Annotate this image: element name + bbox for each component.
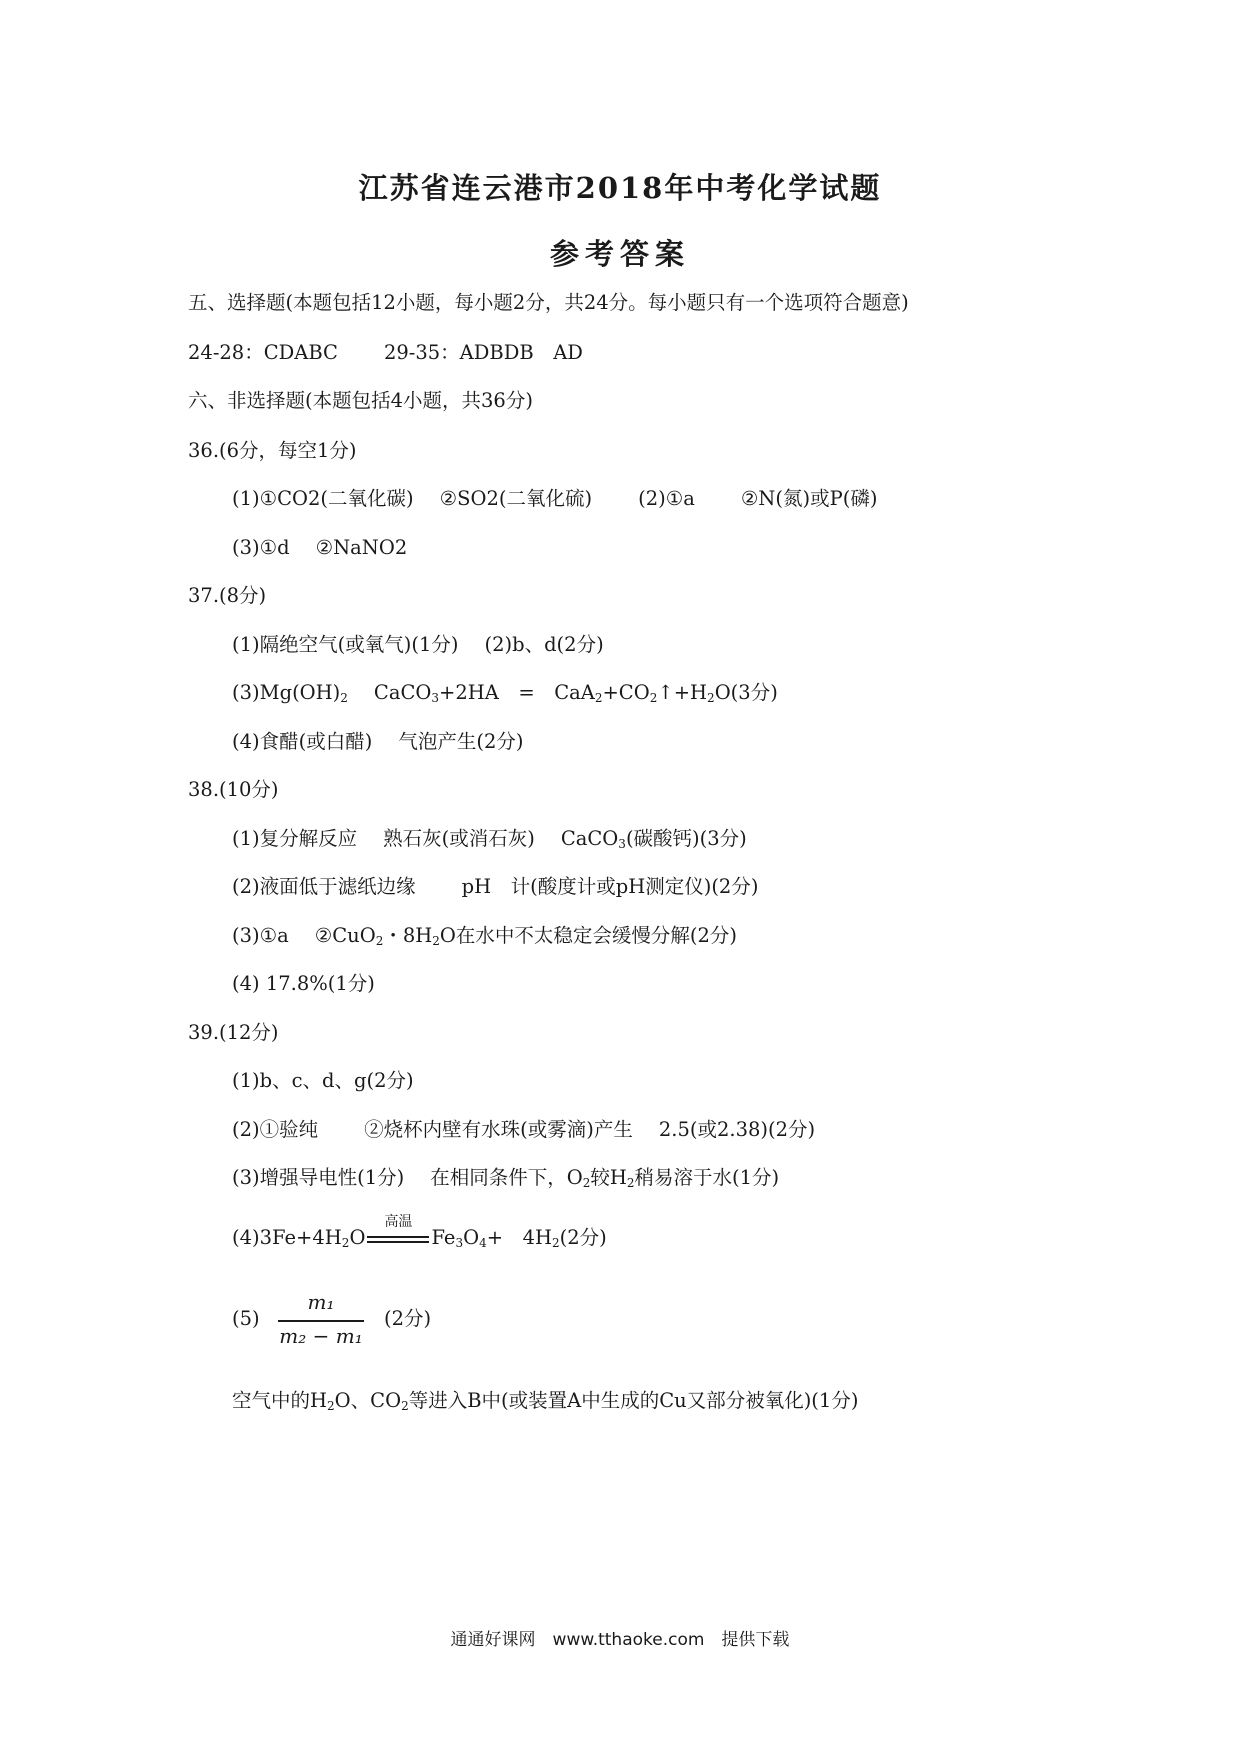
answers-24-28: 24-28：CDABC xyxy=(188,341,338,364)
fraction-numerator: m₁ xyxy=(307,1290,335,1314)
q38-1-2: 熟石灰(或消石灰) xyxy=(383,827,535,850)
q38-line-3: (3)①a ②CuO$_2$・$8H_2O$在水中不太稳定会缓慢分解(2分) xyxy=(232,924,737,948)
q38-heading: 38.(10分) xyxy=(188,778,279,801)
q37-4-1: (4)食醋(或白醋) xyxy=(232,730,373,753)
q38-line-4: (4) 17.8%(1分) xyxy=(232,972,375,995)
q39-3-1: (3)增强导电性(1分) xyxy=(232,1166,405,1189)
q39-4-reactants: (4)3Fe+4H xyxy=(232,1226,342,1249)
q37-3-equation-part: O(3分) xyxy=(714,681,778,704)
q38-2-2: pH 计(酸度计或pH测定仪)(2分) xyxy=(461,875,759,898)
q37-line-2: $(3)Mg(OH)_2$ CaCO$_3$+2HA = $CaA_2+CO_2↑+H_2O(3$分) xyxy=(232,681,778,705)
q39-4-products-part: + 4H xyxy=(486,1226,552,1249)
fraction-bar xyxy=(278,1320,364,1322)
q37-1: (1)隔绝空气(或氧气)(1分) xyxy=(232,633,459,656)
q39-3-2: 在相同条件下，O xyxy=(430,1166,583,1189)
q36-3-2: ②NaNO2 xyxy=(315,536,408,559)
q37-line-1 xyxy=(232,632,604,658)
q36-heading: 36.(6分，每空1分) xyxy=(188,439,357,462)
q37-2: (2)b、d(2分) xyxy=(484,633,604,656)
page-footer: 通通好课网 www.tthaoke.com 提供下载 xyxy=(450,1630,790,1650)
reaction-condition-label: 高温 xyxy=(384,1214,413,1230)
q37-heading: 37.(8分) xyxy=(188,584,267,607)
q38-line-2 xyxy=(232,874,758,900)
q39-6-text: 空气中的H xyxy=(232,1389,328,1412)
q39-line-4: $(4)3Fe+4H_2O$ 高温 $Fe_3O_4+$ $4H_2(2$分) xyxy=(232,1225,607,1256)
q39-line-2 xyxy=(232,1117,815,1143)
q36-line-1 xyxy=(232,486,877,512)
q37-3-equation-part: +2HA = CaA xyxy=(439,681,595,704)
q38-line-1: (1)复分解反应 熟石灰(或消石灰) CaCO$_3$(碳酸钙)(3分) xyxy=(232,827,747,851)
q37-line-3 xyxy=(232,729,523,755)
q39-6-text-part: O、CO xyxy=(334,1389,402,1412)
q38-1-3: CaCO xyxy=(560,827,619,850)
q39-3-2-part: 稍易溶于水(1分) xyxy=(634,1166,780,1189)
q39-line-5-score: (2分) xyxy=(384,1307,432,1330)
q39-4-reactants-part: O xyxy=(349,1226,366,1249)
q39-line-6: 空气中的$H_2O$、$CO_2$等进入B中(或装置A中生成的Cu又部分被氧化)(1分) xyxy=(232,1389,859,1413)
q39-2-2: ②烧杯内壁有水珠(或雾滴)产生 xyxy=(364,1118,633,1141)
q38-1-1: (1)复分解反应 xyxy=(232,827,358,850)
section-6-heading: 六、非选择题(本题包括4小题，共36分) xyxy=(188,389,533,412)
q38-3-2-part: O在水中不太稳定会缓慢分解(2分) xyxy=(439,924,737,947)
q37-3-equation: CaCO xyxy=(373,681,432,704)
answers-29-35: 29-35：ADBDB AD xyxy=(383,341,583,364)
q38-3-2: ②CuO xyxy=(314,924,376,947)
q36-line-2 xyxy=(232,535,407,561)
fraction-formula xyxy=(278,1290,364,1348)
q37-4-2: 气泡产生(2分) xyxy=(398,730,524,753)
document-title: 江苏省连云港市2018年中考化学试题 xyxy=(358,171,882,205)
reaction-condition-equals xyxy=(365,1214,431,1251)
q39-heading: 39.(12分) xyxy=(188,1021,279,1044)
q39-line-1: (1)b、c、d、g(2分) xyxy=(232,1069,414,1092)
q38-2-1: (2)液面低于滤纸边缘 xyxy=(232,875,416,898)
q36-2-1: (2)①a xyxy=(638,487,695,510)
q38-1-3-rest: (碳酸钙)(3分) xyxy=(625,827,747,850)
q38-3-1: (3)①a xyxy=(232,924,289,947)
q37-3-equation-part: +CO xyxy=(602,681,650,704)
q39-6-text-part: 等进入B中(或装置A中生成的Cu又部分被氧化)(1分) xyxy=(408,1389,859,1412)
section-5-heading: 五、选择题(本题包括12小题，每小题2分，共24分。每小题只有一个选项符合题意) xyxy=(188,291,909,314)
section-5-answers xyxy=(188,340,583,366)
q39-4-products: Fe xyxy=(431,1226,456,1249)
q36-1-2: ②SO2(二氧化硫) xyxy=(439,487,593,510)
fraction-denominator: m₂ − m₁ xyxy=(279,1324,363,1348)
q39-3-2-part: 较H xyxy=(590,1166,627,1189)
document-subtitle: 参考答案 xyxy=(549,237,690,271)
q38-3-2-part: ・8H xyxy=(383,924,433,947)
q39-2-3: 2.5(或2.38)(2分) xyxy=(658,1118,816,1141)
q39-line-3: (3)增强导电性(1分) 在相同条件下，$O_2$较$H_2$稍易溶于水(1分) xyxy=(232,1166,780,1190)
q39-line-5-label: (5) xyxy=(232,1307,260,1330)
q37-3-formula: (3)Mg(OH) xyxy=(232,681,341,704)
q39-4-products-part: O xyxy=(463,1226,480,1249)
q37-3-equation-part: ↑+H xyxy=(657,681,708,704)
q36-1-1: (1)①CO2(二氧化碳) xyxy=(232,487,414,510)
q36-3-1: (3)①d xyxy=(232,536,290,559)
q39-2-1: (2)①验纯 xyxy=(232,1118,319,1141)
q36-2-2: ②N(氮)或P(磷) xyxy=(740,487,878,510)
q39-4-score: (2分) xyxy=(559,1226,607,1249)
